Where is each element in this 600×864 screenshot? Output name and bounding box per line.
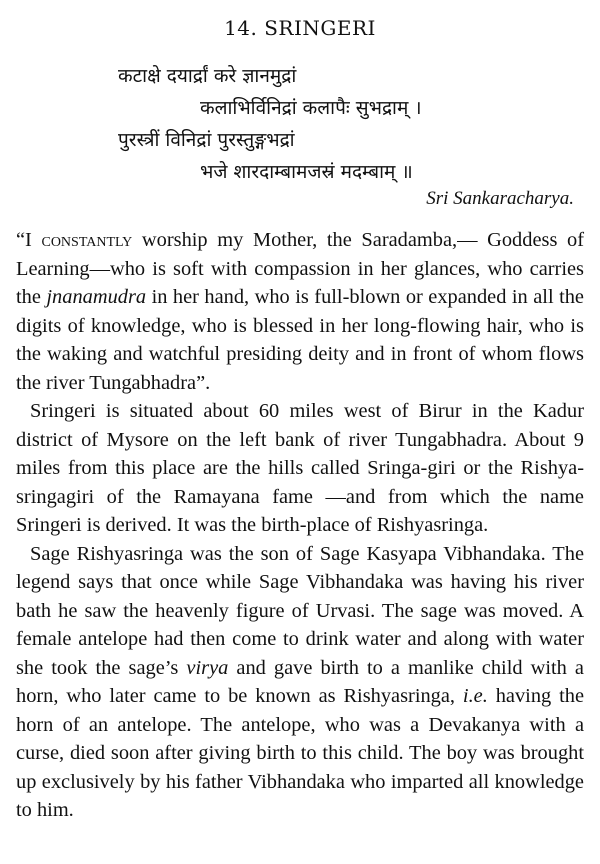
paragraph-translation [16, 226, 584, 397]
verse-line-3: पुरस्त्रीं विनिद्रां पुरस्तुङ्गभद्रां [118, 129, 295, 151]
verse-line-1: कटाक्षे दयार्द्रां करे ज्ञानमुद्रां [118, 65, 297, 87]
smallcaps-word: constantly [41, 229, 133, 251]
verse-line-4: भजे शारदाम्बामजस्रं मदम्बाम् ॥ [200, 161, 413, 183]
chapter-number: 14. [224, 16, 258, 40]
chapter-heading [0, 16, 600, 40]
italic-term-jnanamudra: jnanamudra [46, 286, 147, 308]
verse-attribution: Sri Sankaracharya. [426, 188, 574, 209]
legend-text-2: and gave birth to a manlike child with a horn, who later came to be known as Rishyasringa, [16, 656, 584, 707]
italic-term-virya: virya [186, 656, 229, 679]
legend-text-1: Sage Rishyasringa was the son of Sage Kasyapa Vibhandaka. The legend says that once while Sage Vibhandaka was having his river bath he saw the heavenly figure of Urvasi. The sage was moved. A female antelope had then come to drink water and along with water she took the sage’s [16, 542, 584, 679]
verse-line-2: कलाभिर्विनिद्रां कलापैः सुभद्राम् । [200, 97, 422, 119]
italic-term-ie: i.e. [462, 685, 488, 707]
quote-open: “I [16, 229, 42, 251]
translation-text-1: worship my Mother, the Saradamba,— Goddess of Learning—who is soft with compassion in her glances, who carries the [16, 229, 584, 308]
translation-text-2: in her hand, who is full-blown or expanded in all the digits of knowledge, who is blessed in her long-flowing hair, who is the waking and watchful presiding deity and in front of whom flows the river Tungabhadra”. [16, 286, 584, 394]
legend-text-3: having the horn of an antelope. The antelope, who was a Devakanya with a curse, died soon after giving birth to this child. The boy was brought up exclusively by his father Vibhandaka who imparted all knowledge to him. [16, 685, 584, 821]
paragraph-location: Sringeri is situated about 60 miles west of Birur in the Kadur district of Mysore on the left bank of river Tungabhadra. About 9 miles from this place are the hills called Sringa-giri or the Rishya-sringagiri of the Ramayana fame —and from which the name Sringeri is derived. It was the birth-place of Rishyasringa. [16, 400, 584, 536]
body-text [16, 226, 584, 825]
paragraph-legend [16, 540, 584, 825]
chapter-title: SRINGERI [264, 16, 376, 40]
